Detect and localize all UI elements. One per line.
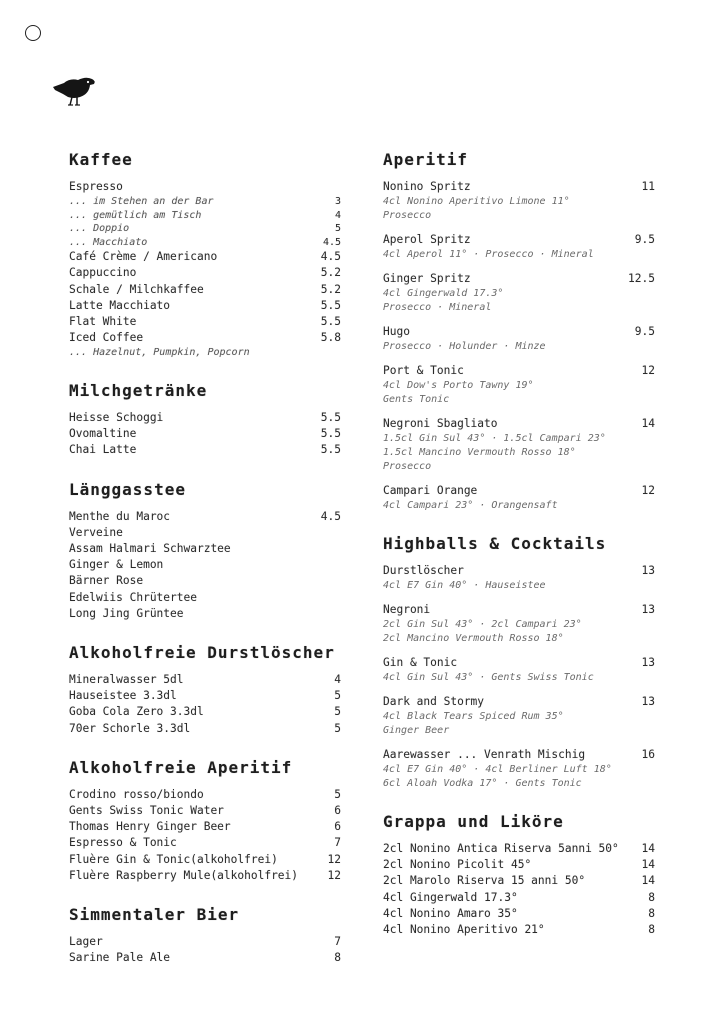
- item-name: Ginger & Lemon: [69, 558, 164, 572]
- item-name: Fluère Raspberry Mule(alkoholfrei): [69, 868, 299, 882]
- item-name: ... Doppio: [69, 223, 130, 235]
- menu-item: [383, 857, 655, 873]
- item-description: 4cl Dow's Porto Tawny 19°: [383, 380, 534, 391]
- item-price: 16: [641, 748, 655, 761]
- item-description: 1.5cl Mancino Vermouth Rosso 18°: [383, 447, 576, 458]
- menu-item: [69, 950, 341, 966]
- drink-header: [383, 179, 655, 195]
- drink-item: [383, 747, 655, 791]
- item-name: Negroni: [383, 603, 431, 616]
- menu-sub-item: [69, 346, 341, 360]
- item-price: 7: [334, 836, 341, 850]
- section-title: Milchgetränke: [69, 380, 208, 400]
- menu-item: [69, 934, 341, 950]
- item-name: Goba Cola Zero 3.3dl: [69, 705, 204, 719]
- drink-item: [383, 179, 655, 223]
- menu-item: [69, 265, 341, 281]
- item-description: 4cl Nonino Aperitivo Limone 11°: [383, 196, 570, 207]
- drink-item: [383, 602, 655, 646]
- menu-section: [69, 758, 341, 884]
- item-name: 2cl Marolo Riserva 15 anni 50°: [383, 874, 586, 888]
- menu-item: [383, 873, 655, 889]
- item-price: 13: [641, 695, 655, 708]
- item-price: 12: [641, 484, 655, 497]
- item-price: 5.5: [320, 427, 341, 441]
- menu-item: [69, 672, 341, 688]
- item-name: 4cl Nonino Aperitivo 21°: [383, 923, 545, 937]
- drink-header: [383, 232, 655, 248]
- item-name: Schale / Milchkaffee: [69, 282, 204, 296]
- drink-header: [383, 694, 655, 710]
- menu-item: [69, 525, 341, 541]
- item-price: 12: [327, 852, 341, 866]
- menu-circle-button[interactable]: [25, 25, 41, 41]
- item-name: Aperol Spritz: [383, 233, 471, 246]
- menu-section: [69, 643, 341, 737]
- item-name: ... Macchiato: [69, 236, 148, 248]
- menu-item: [69, 179, 341, 195]
- menu-sub-item: [69, 209, 341, 223]
- item-price: 5.2: [320, 266, 341, 280]
- drink-item: [383, 563, 655, 593]
- item-name: Menthe du Maroc: [69, 509, 171, 523]
- item-name: Lager: [69, 934, 103, 948]
- item-name: Iced Coffee: [69, 331, 144, 345]
- drink-item: [383, 232, 655, 262]
- section-title: Länggasstee: [69, 479, 186, 499]
- section-title: Alkoholfreie Aperitif: [69, 757, 293, 777]
- menu-item: [383, 906, 655, 922]
- item-description: Prosecco · Mineral: [383, 302, 492, 313]
- item-name: Campari Orange: [383, 484, 478, 497]
- item-price: 13: [641, 564, 655, 577]
- item-description: 4cl Aperol 11° · Prosecco · Mineral: [383, 249, 594, 260]
- menu-item: [69, 721, 341, 737]
- menu-section: [383, 534, 655, 791]
- item-name: Port & Tonic: [383, 364, 464, 377]
- item-description: 4cl Gingerwald 17.3°: [383, 288, 504, 299]
- item-price: 5.5: [320, 315, 341, 329]
- item-price: 4: [334, 672, 341, 686]
- item-price: 13: [641, 656, 655, 669]
- item-description: 4cl Gin Sul 43° · Gents Swiss Tonic: [383, 672, 594, 683]
- menu-item: [69, 282, 341, 298]
- item-name: Long Jing Grüntee: [69, 606, 184, 620]
- item-price: 5: [334, 787, 341, 801]
- item-price: 13: [641, 603, 655, 616]
- item-price: 14: [641, 858, 655, 872]
- menu-item: [69, 249, 341, 265]
- item-name: Cappuccino: [69, 266, 137, 280]
- item-description: 6cl Aloah Vodka 17° · Gents Tonic: [383, 778, 582, 789]
- drink-header: [383, 324, 655, 340]
- item-price: 6: [334, 803, 341, 817]
- menu-item: [383, 841, 655, 857]
- item-name: Durstlöscher: [383, 564, 464, 577]
- item-name: Gents Swiss Tonic Water: [69, 803, 224, 817]
- menu-section: [383, 150, 655, 513]
- item-name: 4cl Gingerwald 17.3°: [383, 890, 518, 904]
- item-name: Gin & Tonic: [383, 656, 458, 669]
- item-name: Fluère Gin & Tonic(alkoholfrei): [69, 852, 278, 866]
- item-name: ... gemütlich am Tisch: [69, 209, 202, 221]
- item-price: 9.5: [634, 233, 655, 246]
- item-name: Bärner Rose: [69, 574, 144, 588]
- menu-section: [69, 381, 341, 459]
- item-name: Hauseistee 3.3dl: [69, 689, 177, 703]
- drink-header: [383, 655, 655, 671]
- section-title: Highballs & Cocktails: [383, 534, 607, 553]
- item-price: 5.5: [320, 298, 341, 312]
- item-price: 8: [334, 951, 341, 965]
- drink-header: [383, 483, 655, 499]
- menu-item: [69, 426, 341, 442]
- item-description: Gents Tonic: [383, 394, 450, 405]
- menu-item: [69, 835, 341, 851]
- item-name: Ginger Spritz: [383, 272, 471, 285]
- item-name: Heisse Schoggi: [69, 410, 164, 424]
- item-price: 5.2: [320, 282, 341, 296]
- item-price: 5.5: [320, 410, 341, 424]
- item-price: 5: [334, 705, 341, 719]
- item-name: Edelwiis Chrütertee: [69, 590, 197, 604]
- item-name: Crodino rosso/biondo: [69, 787, 204, 801]
- menu-item: [69, 852, 341, 868]
- menu-item: [69, 410, 341, 426]
- item-price: 5: [334, 689, 341, 703]
- menu-item: [69, 330, 341, 346]
- item-name: Espresso & Tonic: [69, 836, 177, 850]
- section-title: Kaffee: [69, 150, 133, 169]
- drink-header: [383, 271, 655, 287]
- menu-sub-item: [69, 195, 341, 209]
- drink-item: [383, 271, 655, 315]
- item-description: 4cl Black Tears Spiced Rum 35°: [383, 711, 564, 722]
- menu-item: [69, 803, 341, 819]
- item-price: 5: [334, 223, 341, 235]
- item-name: Hugo: [383, 325, 410, 338]
- drink-item: [383, 363, 655, 407]
- section-title: Aperitif: [383, 150, 469, 169]
- menu-section: [69, 905, 341, 966]
- menu-section: [383, 812, 655, 938]
- section-title: Grappa und Liköre: [383, 812, 564, 831]
- item-price: 14: [641, 417, 655, 430]
- drink-item: [383, 694, 655, 738]
- item-description: Prosecco: [383, 461, 432, 472]
- item-name: 2cl Nonino Picolit 45°: [383, 858, 532, 872]
- item-name: Sarine Pale Ale: [69, 951, 171, 965]
- item-price: 11: [641, 180, 655, 193]
- item-name: Ovomaltine: [69, 427, 137, 441]
- item-description: Prosecco: [383, 210, 432, 221]
- drink-header: [383, 416, 655, 432]
- item-name: Thomas Henry Ginger Beer: [69, 820, 231, 834]
- item-description: Prosecco · Holunder · Minze: [383, 341, 546, 352]
- item-price: 8: [648, 923, 655, 937]
- item-description: 1.5cl Gin Sul 43° · 1.5cl Campari 23°: [383, 433, 606, 444]
- menu-item: [69, 573, 341, 589]
- item-price: 12: [641, 364, 655, 377]
- item-name: Verveine: [69, 525, 123, 539]
- menu-item: [383, 890, 655, 906]
- drink-item: [383, 416, 655, 474]
- drink-header: [383, 602, 655, 618]
- menu-section: [69, 480, 341, 622]
- item-name: Negroni Sbagliato: [383, 417, 498, 430]
- menu-item: [69, 509, 341, 525]
- menu-item: [69, 298, 341, 314]
- item-description: Ginger Beer: [383, 725, 450, 736]
- item-price: 8: [648, 890, 655, 904]
- bird-logo-icon: [50, 70, 98, 110]
- item-description: 4cl Campari 23° · Orangensaft: [383, 500, 558, 511]
- drink-item: [383, 655, 655, 685]
- item-price: 14: [641, 874, 655, 888]
- item-name: Assam Halmari Schwarztee: [69, 541, 231, 555]
- drink-header: [383, 363, 655, 379]
- item-name: Dark and Stormy: [383, 695, 485, 708]
- menu-item: [69, 819, 341, 835]
- item-name: ... im Stehen an der Bar: [69, 196, 214, 208]
- menu-item: [69, 868, 341, 884]
- menu-item: [69, 442, 341, 458]
- item-name: Café Crème / Americano: [69, 250, 218, 264]
- drink-item: [383, 483, 655, 513]
- item-name: 4cl Nonino Amaro 35°: [383, 906, 518, 920]
- drink-item: [383, 324, 655, 354]
- item-description: 2cl Mancino Vermouth Rosso 18°: [383, 633, 564, 644]
- item-name: Aarewasser ... Venrath Mischig: [383, 748, 586, 761]
- menu-item: [69, 541, 341, 557]
- menu-sub-item: [69, 222, 341, 236]
- item-description: 4cl E7 Gin 40° · Hauseistee: [383, 580, 546, 591]
- item-name: Chai Latte: [69, 443, 137, 457]
- right-column: [383, 150, 655, 959]
- menu-item: [69, 314, 341, 330]
- menu-item: [69, 590, 341, 606]
- item-price: 4.5: [320, 250, 341, 264]
- menu-item: [69, 704, 341, 720]
- item-price: 6: [334, 820, 341, 834]
- menu-item: [383, 922, 655, 938]
- item-price: 8: [648, 906, 655, 920]
- item-description: 2cl Gin Sul 43° · 2cl Campari 23°: [383, 619, 582, 630]
- item-price: 3: [334, 196, 341, 208]
- menu-section: [69, 150, 341, 360]
- item-name: Mineralwasser 5dl: [69, 672, 184, 686]
- section-title: Simmentaler Bier: [69, 904, 240, 924]
- left-column: [69, 150, 341, 987]
- item-price: 9.5: [634, 325, 655, 338]
- item-price: 12: [327, 868, 341, 882]
- item-name: ... Hazelnut, Pumpkin, Popcorn: [69, 347, 250, 359]
- menu-item: [69, 787, 341, 803]
- item-price: 12.5: [628, 272, 655, 285]
- item-name: 2cl Nonino Antica Riserva 5anni 50°: [383, 842, 619, 855]
- menu-sub-item: [69, 236, 341, 250]
- item-price: 4.5: [322, 236, 341, 248]
- item-name: Espresso: [69, 180, 123, 193]
- item-description: 4cl E7 Gin 40° · 4cl Berliner Luft 18°: [383, 764, 612, 775]
- menu-item: [69, 606, 341, 622]
- item-price: 14: [641, 842, 655, 855]
- item-price: 5.5: [320, 443, 341, 457]
- item-name: Flat White: [69, 315, 137, 329]
- drink-header: [383, 747, 655, 763]
- item-name: Nonino Spritz: [383, 180, 471, 193]
- item-price: 4: [334, 209, 341, 221]
- item-price: 5.8: [320, 331, 341, 345]
- item-name: 70er Schorle 3.3dl: [69, 721, 191, 735]
- item-price: 4.5: [320, 509, 341, 523]
- section-title: Alkoholfreie Durstlöscher: [69, 642, 335, 662]
- menu-item: [69, 557, 341, 573]
- item-price: 7: [334, 934, 341, 948]
- item-name: Latte Macchiato: [69, 298, 171, 312]
- drink-header: [383, 563, 655, 579]
- item-price: 5: [334, 721, 341, 735]
- menu-item: [69, 688, 341, 704]
